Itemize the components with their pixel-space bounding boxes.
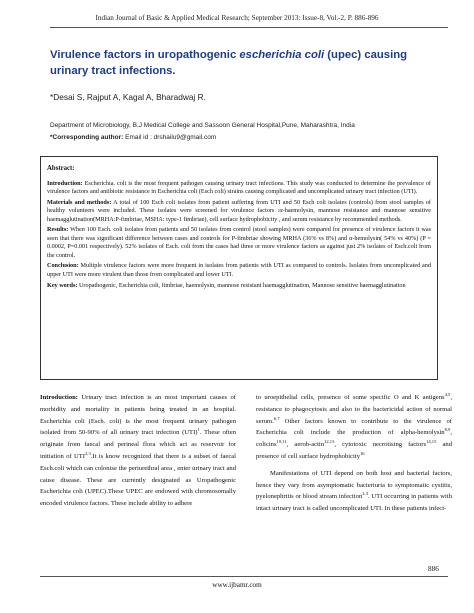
citation: 12,13 <box>324 439 335 444</box>
body-text: , colicins <box>256 429 452 449</box>
body-text: , resistance to phagocytosis and also to the bactericidal action of normal serum. <box>256 394 452 425</box>
abstract-methods <box>47 199 431 225</box>
abstract-methods-text: A total of 100 Esch coli isolates from patient suffering from UTI and 50 Esch coli isolates (controls) from stool samples of healthy volunteers were included. These isolates were screened for virulence factors :α-haemolysin, mannose resistance and mannose sensitive haemagglutination(MRHA:P-fimbriae, MSHA: type-1 fimbriae), cell surface hydrophobicity , and serum resistance by recommended methods. <box>47 198 431 223</box>
citation: 8,9 <box>444 427 451 433</box>
author-list: *Desai S, Rajput A, Kagal A, Bharadwaj R. <box>50 92 206 102</box>
body-text: , aerob-actin <box>286 441 325 449</box>
abstract-keywords-label: Key words: <box>47 281 78 289</box>
header-rule <box>50 27 448 28</box>
corresponding-label: *Corresponding author: <box>50 134 124 141</box>
citation: 1 <box>197 427 200 433</box>
abstract-introduction <box>47 180 431 197</box>
citation: 14,15 <box>426 439 437 444</box>
body-text: and presence of cell surface hydrophobicity <box>256 441 453 460</box>
citation: 10,11 <box>276 439 287 444</box>
manifestations-paragraph <box>256 468 452 515</box>
body-column-left <box>40 392 236 510</box>
introduction-label: Introduction: <box>40 394 78 401</box>
citation: 2,3 <box>85 450 91 456</box>
affiliation: Department of Microbiology, B.J Medical College and Sassoon General Hospital,Pune, Maharashtra, India <box>50 122 355 129</box>
abstract-keywords <box>47 282 431 291</box>
page-number: 886 <box>428 565 439 573</box>
abstract-keywords-text: Uropathogenic, Escherichia coli, fimbriae, haemolysin, mannose resistant haemagglutination, Mannose sensitive haemagglutination <box>77 281 406 289</box>
abstract-results-label: Results: <box>47 226 69 234</box>
abstract-methods-label: Materials and methods: <box>47 198 112 206</box>
citation: 2,3 <box>362 491 368 497</box>
abstract-conclusion-text: Multiple virulence factors were more frequent in isolates from patients with UTI as compared to controls. Isolates from uncomplicated and upper UTI were more virulent than those from complicated and lower UTI. <box>47 262 431 279</box>
abstract-introduction-text: Escherichia. coli is the most frequent pathogen causing urinary tract infections. This study was conducted to determine the prevalence of virulence factors and antibiotic resistance in Escherichia coli (Esch coli) strains causing complicated and uncomplicated urinary tract infection (UTI). <box>47 179 431 196</box>
title-text-start: Virulence factors in uropathogenic <box>50 49 240 61</box>
body-text: to uroepithelial cells, presence of some specific O and K antigens <box>256 394 445 401</box>
body-text: , cytotoxic necrotising factors <box>334 441 427 449</box>
abstract-conclusion-label: Conclusion: <box>47 262 79 270</box>
intro-text-2: . These often originate from faecal and perineal flora which act as reservoir for initiation of UTI <box>40 429 236 460</box>
journal-website: www.ijbamr.com <box>212 581 262 589</box>
citation: 6,7 <box>273 415 280 421</box>
intro-text-3: .It is know recognized that there is a subset of faecal Esch.coli which can colonise the periurethral area , enter urinary tract and cause disease. These are currently designated as Uropathogenic Escherichia coli (UPEC).These UPEC are endowed with chromosomally encoded virulence factors. These include ability to adhere <box>40 452 237 508</box>
virulence-factors-paragraph <box>256 392 452 463</box>
corresponding-author <box>50 134 450 141</box>
abstract-results <box>47 226 431 260</box>
citation: 4,5 <box>444 391 451 397</box>
abstract-introduction-label: Introduction: <box>47 179 83 187</box>
abstract-box <box>40 156 438 380</box>
title-italic-organism: escherichia coli <box>239 49 325 61</box>
abstract-heading: Abstract: <box>47 165 75 172</box>
abstract-conclusion <box>47 262 431 279</box>
article-title <box>50 48 440 79</box>
body-text: . UTI occurring in patients with intact urinary tract is called uncomplicated UTI. In these patients infect- <box>256 493 452 513</box>
body-text: Manifestations of UTI depend on both host and bacterial factors, hence they vary from asymptomatic bacteriuria to symptomatic cystitis, pyelonephritis or blood stream infection <box>256 469 452 501</box>
abstract-results-text: When 100 Esch. coli isolates from patients and 50 isolates from control (stool samples) were compared for presence of virulence factors it was seen that there was significant difference between cases and controls for P-fimbriae showing MRHA (36% vs 8%) and α-hemolysin( 54% vs 40%) (P = 0.0002, P=0.001 respectively). 52% isolates of Esch. coli from the cases had three or more virulence factors as against just 2% isolates of Esch.coli from the control. <box>47 226 431 259</box>
footer-rule <box>40 576 448 577</box>
introduction-paragraph <box>40 392 236 510</box>
corresponding-email: Email id : drshailu9@gmail.com <box>123 134 217 141</box>
body-text: Other factors known to contribute to the virulence of Escherichia coli include the production of alpha-hemolysin <box>256 417 452 437</box>
journal-header: Indian Journal of Basic & Applied Medical Research; September 2013: Issue-8, Vol.-2, P. 886-896 <box>95 14 379 22</box>
citation: 16 <box>360 450 365 456</box>
title-text-end: (upec) causing urinary tract infections. <box>50 49 408 77</box>
body-column-right <box>256 392 452 515</box>
intro-text-1: Urinary tract infection is an most important causes of morbidity and mortality in patients being treated in an hospital. Escherichia coli (Esch. coli) is the most frequent urinary pathogen isolated from 50-90% of all urinary tract infection (UTI) <box>40 394 236 437</box>
